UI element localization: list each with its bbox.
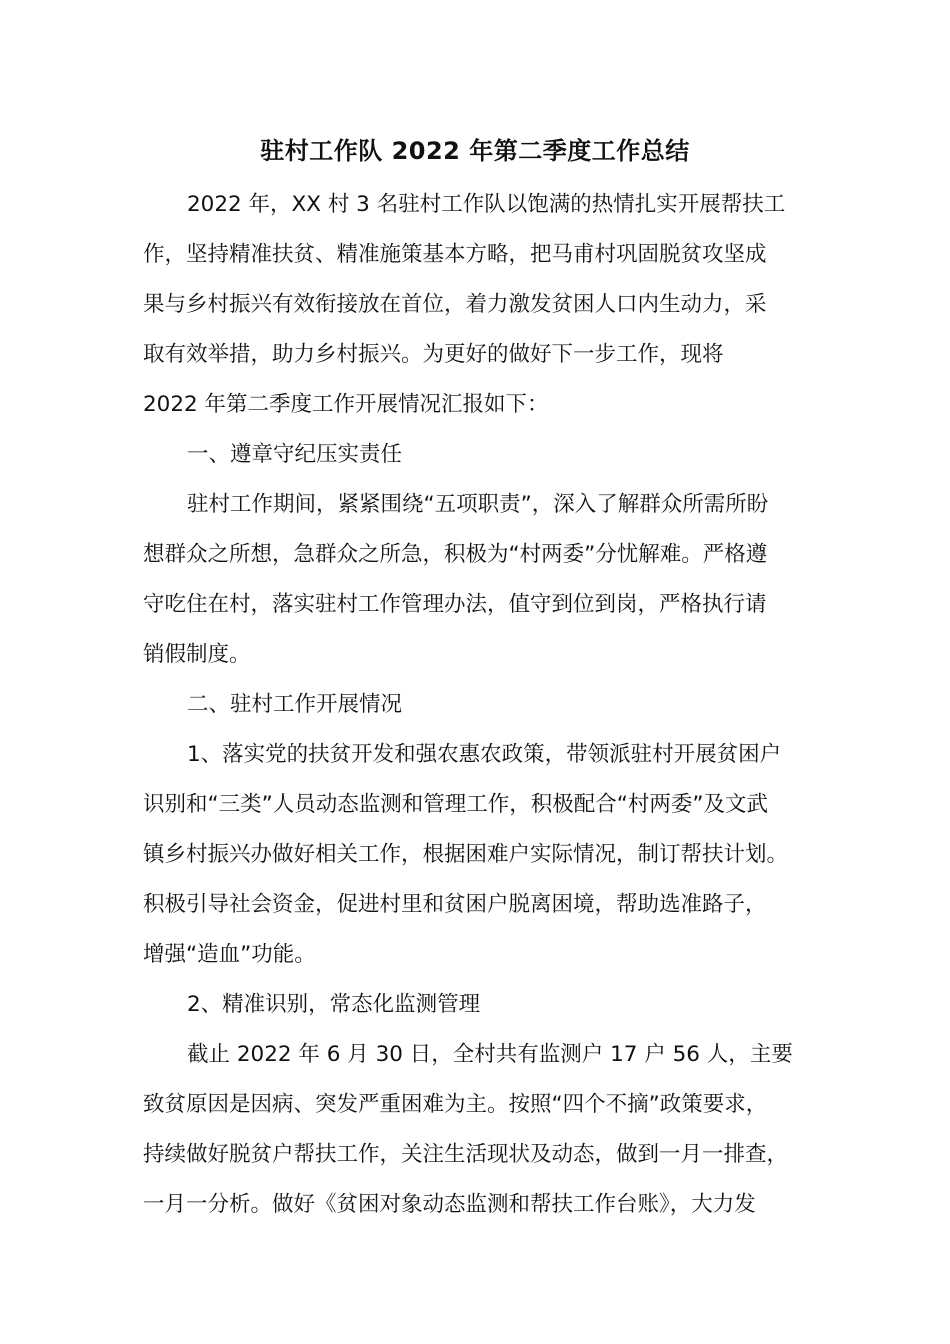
text-line: 驻村工作期间，紧紧围绕“五项职责”，深入了解群众所需所盼 bbox=[187, 492, 769, 517]
text-line: 持续做好脱贫户帮扶工作，关注生活现状及动态，做到一月一排查， bbox=[143, 1142, 789, 1167]
text-line: 截止 2022 年 6 月 30 日，全村共有监测户 17 户 56 人，主要 bbox=[187, 1042, 793, 1067]
text-line: 增强“造血”功能。 bbox=[143, 942, 316, 967]
text-line: 销假制度。 bbox=[143, 642, 251, 667]
text-line: 一、遵章守纪压实责任 bbox=[187, 442, 403, 467]
text-line: 2022 年，XX 村 3 名驻村工作队以饱满的热情扎实开展帮扶工 bbox=[187, 192, 786, 217]
text-line: 果与乡村振兴有效衔接放在首位，着力激发贫困人口内生动力，采 bbox=[143, 292, 767, 317]
text-line: 作，坚持精准扶贫、精准施策基本方略，把马甫村巩固脱贫攻坚成 bbox=[143, 242, 767, 267]
text-line: 取有效举措，助力乡村振兴。为更好的做好下一步工作，现将 bbox=[143, 342, 724, 367]
text-line: 1、落实党的扶贫开发和强农惠农政策，带领派驻村开展贫困户 bbox=[187, 742, 782, 767]
text-line: 积极引导社会资金，促进村里和贫困户脱离困境，帮助选准路子， bbox=[143, 892, 767, 917]
text-line: 致贫原因是因病、突发严重困难为主。按照“四个不摘”政策要求， bbox=[143, 1092, 768, 1117]
text-line: 想群众之所想，急群众之所急，积极为“村两委”分忧解难。严格遵 bbox=[143, 542, 768, 567]
text-line: 镇乡村振兴办做好相关工作，根据困难户实际情况，制订帮扶计划。 bbox=[143, 842, 789, 867]
document-title: 驻村工作队 2022 年第二季度工作总结 bbox=[260, 137, 690, 165]
text-line: 一月一分析。做好《贫困对象动态监测和帮扶工作台账》，大力发 bbox=[143, 1192, 756, 1217]
text-line: 守吃住在村，落实驻村工作管理办法，值守到位到岗，严格执行请 bbox=[143, 592, 767, 617]
text-line: 识别和“三类”人员动态监测和管理工作，积极配合“村两委”及文武 bbox=[143, 792, 769, 817]
text-line: 2022 年第二季度工作开展情况汇报如下： bbox=[143, 392, 549, 417]
text-line: 二、驻村工作开展情况 bbox=[187, 692, 403, 717]
text-line: 2、精准识别，常态化监测管理 bbox=[187, 992, 481, 1017]
document-body bbox=[143, 180, 833, 1230]
